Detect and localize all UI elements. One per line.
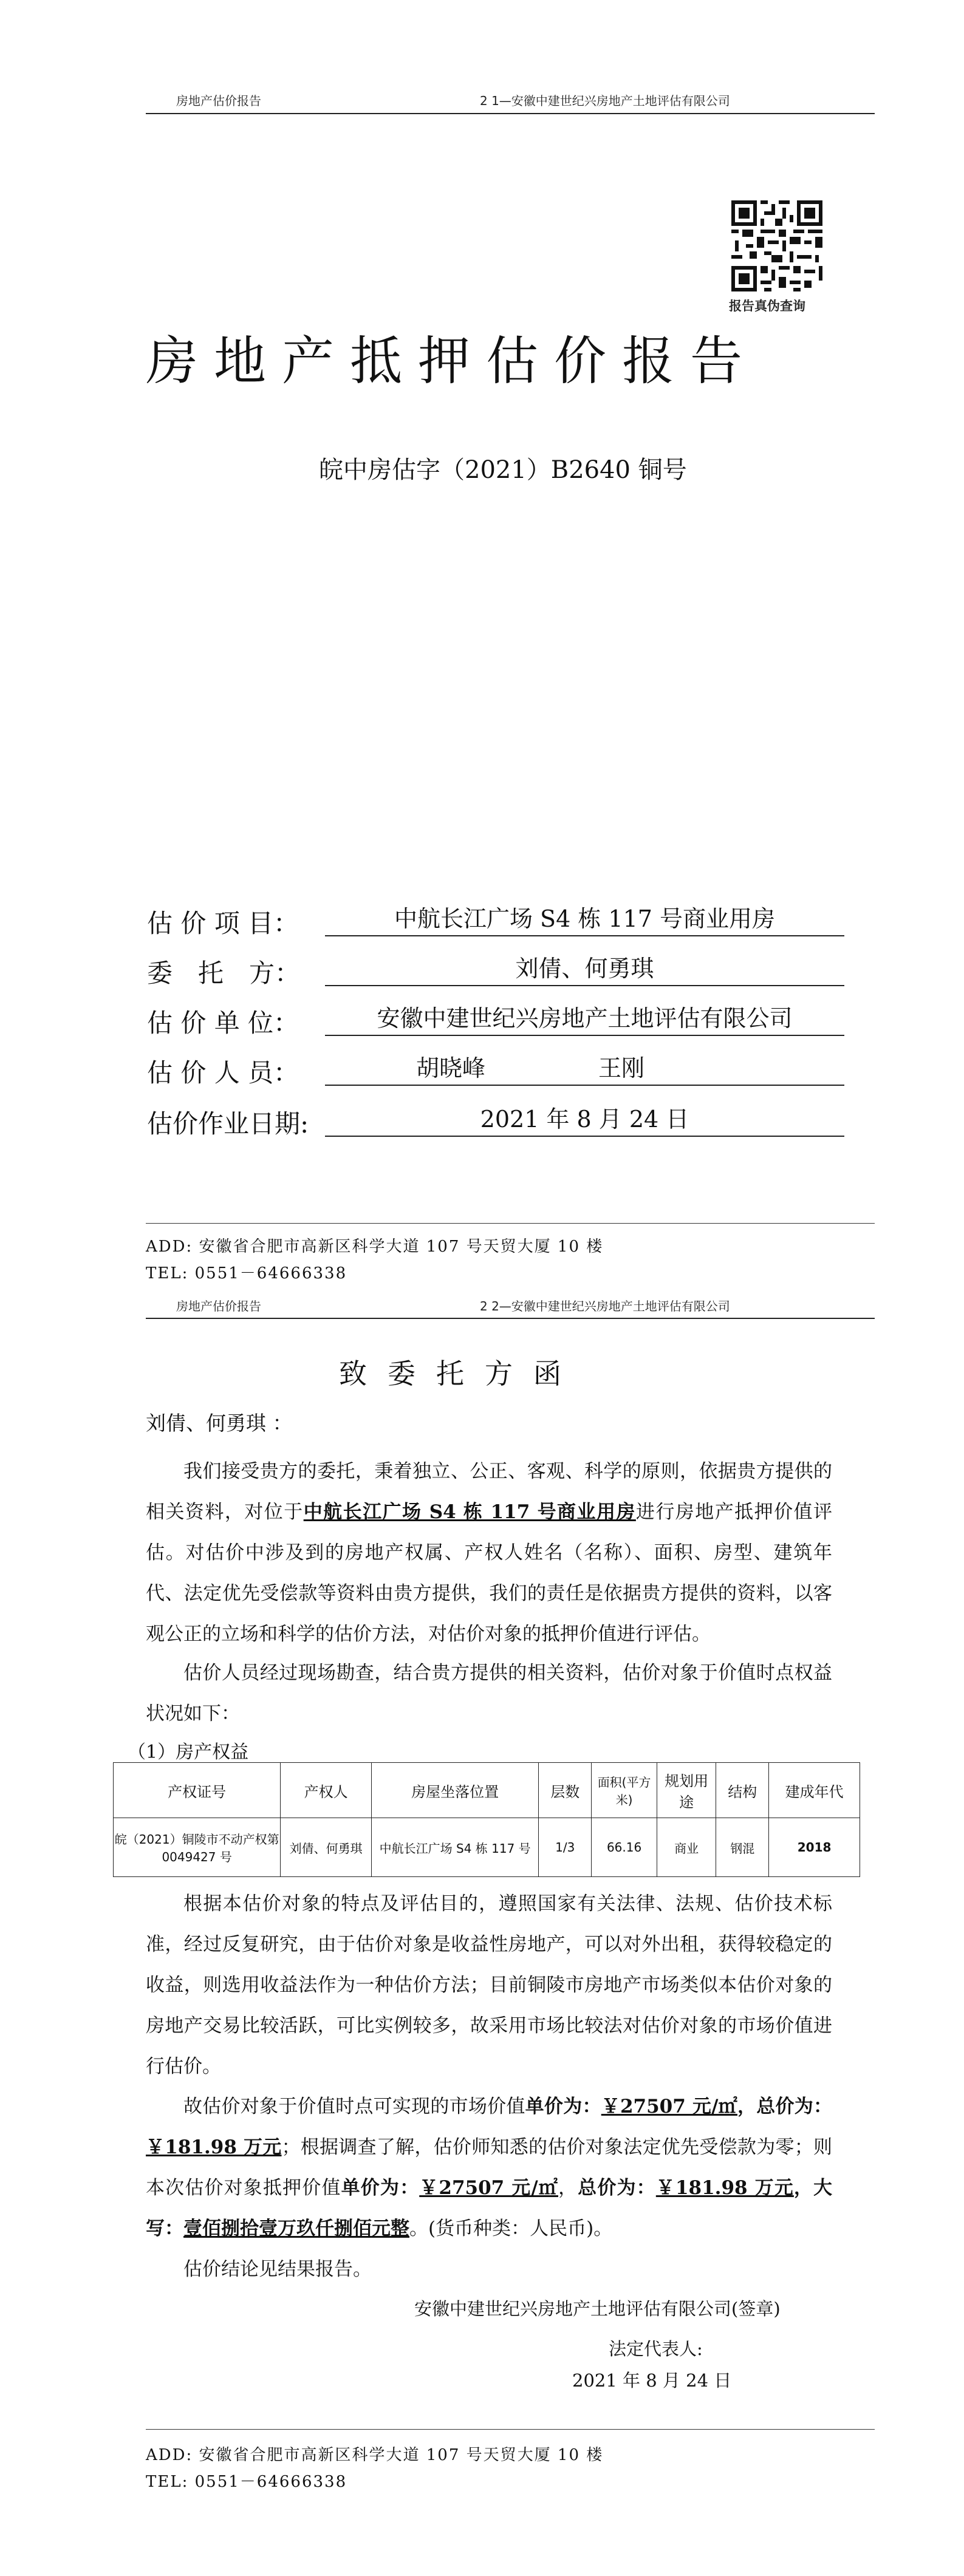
col-header-area: 面积(平方米) xyxy=(592,1763,657,1818)
qr-caption: 报告真伪查询 xyxy=(729,299,805,313)
col-header-cert: 产权证号 xyxy=(114,1763,281,1818)
signature-representative: 法定代表人: xyxy=(609,2339,703,2359)
page1-header-right: 2 1—安徽中建世纪兴房地产土地评估有限公司 xyxy=(480,94,730,108)
report-title: 房地产抵押估价报告 xyxy=(146,331,758,392)
cell-year: 2018 xyxy=(769,1818,860,1877)
mortgage-total-label: 总价为： xyxy=(578,2177,656,2199)
table-row xyxy=(114,1818,860,1877)
para4-comma: ， xyxy=(558,2177,578,2199)
para1-text-c: 进行房地产抵押价值评估。对估价中涉及到的房地产权属、产权人姓名（名称）、面积、房型、建筑年代、法定优先受偿款等资料由贵方提供，我们的责任是依据贵方提供的资料，以客观公正的立场和科学的估价方法，对估价对象的抵押价值进行评估。 xyxy=(146,1501,833,1645)
page2-footer-rule xyxy=(146,2429,875,2430)
mortgage-unit-price: ￥27507 元/㎡ xyxy=(419,2177,558,2199)
info-value-date: 2021 年 8 月 24 日 xyxy=(325,1104,844,1137)
market-unit-price: ￥27507 元/㎡ xyxy=(601,2096,737,2118)
info-label-appraisers: 估 价 人 员： xyxy=(147,1058,299,1088)
col-header-location: 房屋坐落位置 xyxy=(372,1763,539,1818)
para4-text-a: 故估价对象于价值时点可实现的市场价值 xyxy=(183,2096,525,2118)
cell-usage: 商业 xyxy=(657,1818,716,1877)
col-header-usage: 规划用途 xyxy=(657,1763,716,1818)
salutation: 刘倩、何勇琪 ： xyxy=(146,1411,293,1435)
doc-number: 皖中房估字（2021）B2640 铜号 xyxy=(319,456,687,484)
cell-floors: 1/3 xyxy=(539,1818,592,1877)
page2-header-right: 2 2—安徽中建世纪兴房地产土地评估有限公司 xyxy=(480,1299,730,1314)
paragraph-see-report: 估价结论见结果报告。 xyxy=(183,2258,372,2280)
cell-cert: 皖（2021）铜陵市不动产权第 0049427 号 xyxy=(114,1818,281,1877)
para4-text-f: ；根据调查了解，估价师知悉的估价对象法定优先受偿款为零；则本次估价对象抵押价值 xyxy=(146,2136,833,2199)
capital-label: ，大写： xyxy=(146,2177,833,2240)
market-unit-label: 单价为： xyxy=(525,2096,601,2118)
page2-header-left: 房地产估价报告 xyxy=(176,1299,261,1314)
market-total-label: ，总价为： xyxy=(737,2096,833,2118)
page2-address: ADD: 安徽省合肥市高新区科学大道 107 号天贸大厦 10 楼 xyxy=(146,2446,604,2464)
info-value-firm: 安徽中建世纪兴房地产土地评估有限公司 xyxy=(325,1003,844,1036)
qr-code-icon[interactable] xyxy=(731,200,822,291)
cell-location: 中航长江广场 S4 栋 117 号 xyxy=(372,1818,539,1877)
cell-owner: 刘倩、何勇琪 xyxy=(281,1818,372,1877)
page1-footer-rule xyxy=(146,1223,875,1224)
col-header-structure: 结构 xyxy=(716,1763,769,1818)
page1-tel: TEL: 0551－64666338 xyxy=(146,1264,347,1283)
paragraph-conclusion xyxy=(146,2087,832,2249)
info-value-client: 刘倩、何勇琪 xyxy=(325,953,844,986)
para4-text-n: 。(货币种类：人民币)。 xyxy=(409,2218,613,2240)
property-name-emphasis: 中航长江广场 S4 栋 117 号商业用房 xyxy=(303,1501,636,1523)
col-header-floors: 层数 xyxy=(539,1763,592,1818)
info-label-firm: 估 价 单 位： xyxy=(147,1008,299,1038)
para1-text-a: 我们接受贵方的委托，秉着独立、公正、客观、科学的原则，依据贵方提供的相关资料，对位于 xyxy=(146,1460,832,1523)
paragraph-method: 根据本估价对象的特点及评估目的，遵照国家有关法律、法规、估价技术标准，经过反复研究，由于估价对象是收益性房地产，可以对外出租，获得较稳定的收益，则选用收益法作为一种估价方法；目前铜陵市房地产市场类似本估价对象的房地产交易比较活跃，可比实例较多，故采用市场比较法对估价对象的市场价值进行估价。 xyxy=(146,1893,832,2077)
info-value-project: 中航长江广场 S4 栋 117 号商业用房 xyxy=(325,904,844,936)
paragraph-intro xyxy=(146,1451,832,1655)
info-value-appraisers xyxy=(325,1053,844,1086)
appraiser-name-2: 王刚 xyxy=(598,1055,645,1082)
col-header-owner: 产权人 xyxy=(281,1763,372,1818)
appraiser-name-1: 胡晓峰 xyxy=(416,1055,486,1082)
letter-title: 致委托方函 xyxy=(339,1357,582,1390)
col-header-year: 建成年代 xyxy=(769,1763,860,1818)
page1-address: ADD: 安徽省合肥市高新区科学大道 107 号天贸大厦 10 楼 xyxy=(146,1238,604,1256)
cell-area: 66.16 xyxy=(592,1818,657,1877)
table-caption: （1）房产权益 xyxy=(128,1742,249,1763)
info-label-date: 估价作业日期: xyxy=(147,1109,309,1139)
table-header-row xyxy=(114,1763,860,1818)
signature-company: 安徽中建世纪兴房地产土地评估有限公司(签章) xyxy=(414,2298,781,2319)
signature-date: 2021 年 8 月 24 日 xyxy=(572,2370,732,2391)
page2-tel: TEL: 0551－64666338 xyxy=(146,2473,347,2491)
info-label-project: 估 价 项 目： xyxy=(147,908,299,938)
capital-amount: 壹佰捌拾壹万玖仟捌佰元整 xyxy=(183,2218,409,2240)
page1-header-rule xyxy=(146,113,875,114)
paragraph-survey: 估价人员经过现场勘查，结合贵方提供的相关资料，估价对象于价值时点权益状况如下： xyxy=(146,1662,832,1725)
market-total-price: ￥181.98 万元 xyxy=(146,2136,282,2158)
page2-header-rule xyxy=(146,1318,875,1319)
info-label-client: 委 托 方： xyxy=(147,958,301,988)
property-rights-table xyxy=(113,1762,860,1877)
mortgage-unit-label: 单价为： xyxy=(341,2177,420,2199)
cell-structure: 钢混 xyxy=(716,1818,769,1877)
mortgage-total-price: ￥181.98 万元 xyxy=(655,2177,794,2199)
page1-header-left: 房地产估价报告 xyxy=(176,94,261,108)
